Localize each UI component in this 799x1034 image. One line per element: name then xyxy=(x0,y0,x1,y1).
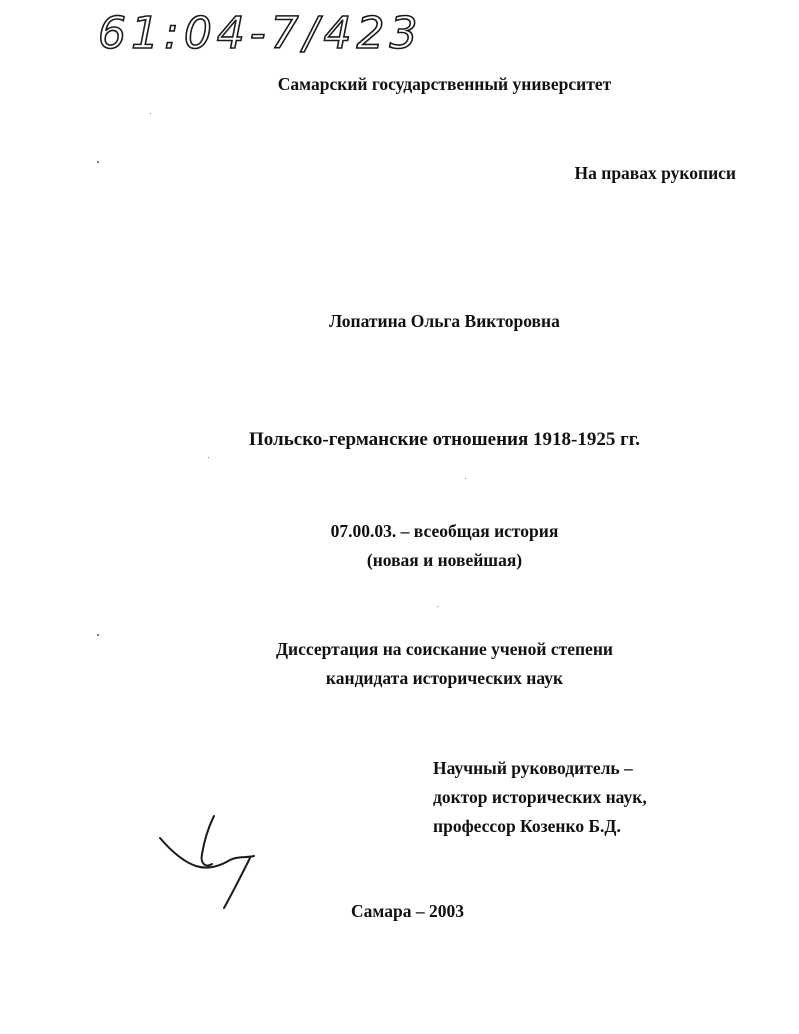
university-name: Самарский государственный университет xyxy=(277,74,612,94)
dissertation-title: Польско-германские отношения 1918-1925 гг. xyxy=(249,429,640,450)
scan-speck xyxy=(97,161,99,163)
archive-number-handwritten xyxy=(96,4,456,60)
degree-line-1: Диссертация на соискание ученой степени xyxy=(276,639,613,659)
archive-number-text: 61:04-7/423 xyxy=(98,8,423,59)
scan-speck xyxy=(150,113,151,114)
supervisor-line-1: Научный руководитель – xyxy=(433,758,633,778)
scan-speck xyxy=(465,478,466,479)
supervisor-line-3: профессор Козенко Б.Д. xyxy=(433,816,621,836)
scan-speck xyxy=(208,457,209,458)
city-year: Самара – 2003 xyxy=(351,901,464,921)
degree-line-2: кандидата исторических наук xyxy=(325,668,564,688)
manuscript-note: На правах рукописи xyxy=(574,163,736,183)
specialty-code: 07.00.03. – всеобщая история xyxy=(330,521,559,541)
specialty-note: (новая и новейшая) xyxy=(366,550,523,570)
scan-speck xyxy=(97,634,99,636)
scan-speck xyxy=(437,606,438,607)
author-name: Лопатина Ольга Викторовна xyxy=(329,311,560,331)
supervisor-line-2: доктор исторических наук, xyxy=(433,787,647,807)
